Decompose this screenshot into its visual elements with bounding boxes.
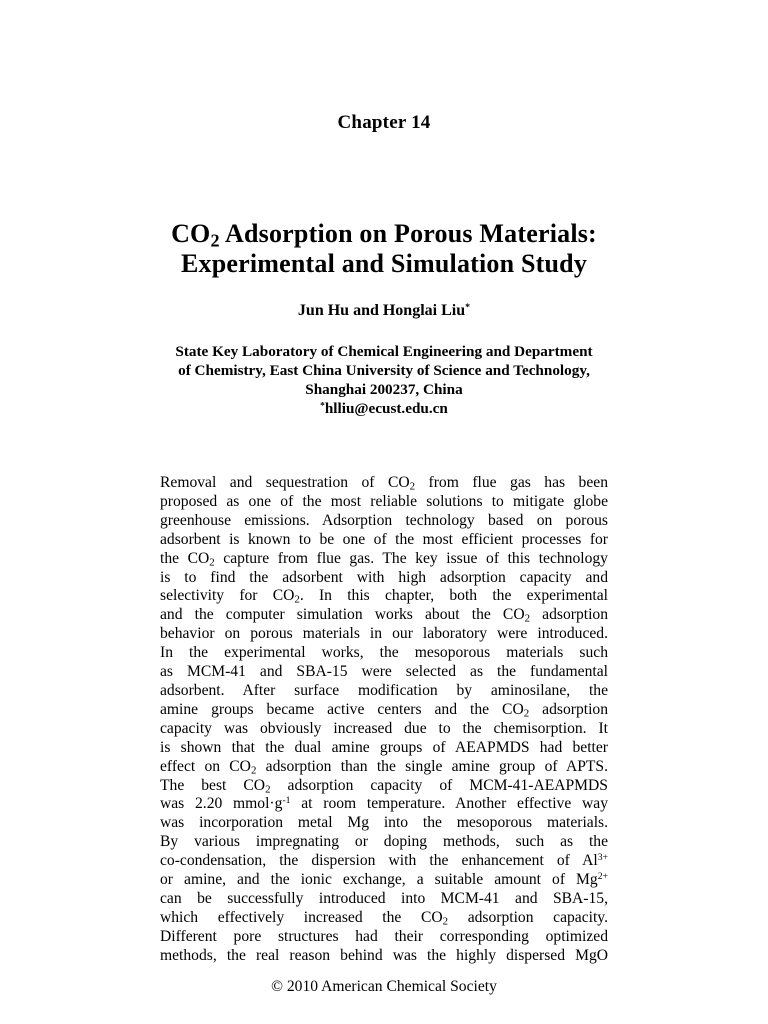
abstract-line: adsorbent is known to be one of the most efficient processes for	[160, 530, 608, 548]
abstract-line: capacity was obviously increased due to the chemisorption. It	[160, 719, 608, 737]
author-names: Jun Hu and Honglai Liu*	[297, 302, 471, 319]
abstract-line: proposed as one of the most reliable solutions to mitigate globe	[160, 492, 608, 510]
affiliation-line-1: State Key Laboratory of Chemical Engineering and Department	[175, 343, 593, 360]
abstract-line: is shown that the dual amine groups of AEAPMDS had better	[160, 738, 608, 756]
abstract-line: co-condensation, the dispersion with the enhancement of $Al^{3+}$	[160, 852, 608, 870]
chapter-title	[0, 219, 768, 279]
abstract-line: By various impregnating or doping methods, such as the	[160, 833, 608, 851]
abstract-line: effect on $CO_2$ adsorption than the single amine group of APTS.	[160, 757, 608, 777]
abstract-line: the $CO_2$ capture from flue gas. The key issue of this technology	[160, 549, 608, 569]
abstract-line: In the experimental works, the mesoporous materials such	[160, 644, 608, 662]
chapter-number: Chapter 14	[337, 112, 431, 133]
abstract-line: behavior on porous materials in our laboratory were introduced.	[160, 625, 608, 643]
abstract-line: selectivity for $CO_2$. In this chapter, both the experimental	[160, 587, 608, 607]
abstract-line: and the computer simulation works about the $CO_2$ adsorption	[160, 606, 608, 626]
abstract-line: amine groups became active centers and the $CO_2$ adsorption	[160, 700, 608, 720]
copyright-footer: © 2010 American Chemical Society	[271, 978, 497, 995]
abstract-line: which effectively increased the $CO_2$ adsorption capacity.	[160, 908, 608, 928]
abstract-line: was incorporation metal Mg into the mesoporous materials.	[160, 814, 608, 832]
affiliation-line-2: of Chemistry, East China University of Science and Technology,	[178, 362, 590, 379]
abstract	[160, 474, 608, 966]
abstract-line: The best $CO_2$ adsorption capacity of MCM-41-AEAPMDS	[160, 776, 608, 796]
author-affiliation	[0, 342, 768, 418]
abstract-line: Removal and sequestration of $CO_2$ from flue gas has been	[160, 474, 608, 493]
abstract-line: greenhouse emissions. Adsorption technology based on porous	[160, 511, 608, 529]
abstract-line: is to find the adsorbent with high adsorption capacity and	[160, 568, 608, 586]
title-line-1: $CO_2$ Adsorption on Porous Materials:	[171, 219, 597, 251]
abstract-line: adsorbent. After surface modification by aminosilane, the	[160, 681, 608, 699]
affiliation-line-3: Shanghai 200237, China	[305, 381, 463, 398]
title-line-2: Experimental and Simulation Study	[180, 249, 588, 278]
abstract-line: was 2.20 $mmol\cdot g^{-1}$ at room temperature. Another effective way	[160, 795, 609, 813]
corresponding-email: *hlliu@ecust.edu.cn	[320, 400, 448, 417]
abstract-line: methods, the real reason behind was the highly dispersed MgO	[160, 946, 608, 964]
abstract-line: Different pore structures had their corresponding optimized	[160, 927, 608, 945]
abstract-line: can be successfully introduced into MCM-41 and SBA-15,	[160, 889, 608, 907]
abstract-line: or amine, and the ionic exchange, a suitable amount of $Mg^{2+}$	[160, 871, 608, 889]
abstract-line: as MCM-41 and SBA-15 were selected as the fundamental	[160, 663, 608, 681]
